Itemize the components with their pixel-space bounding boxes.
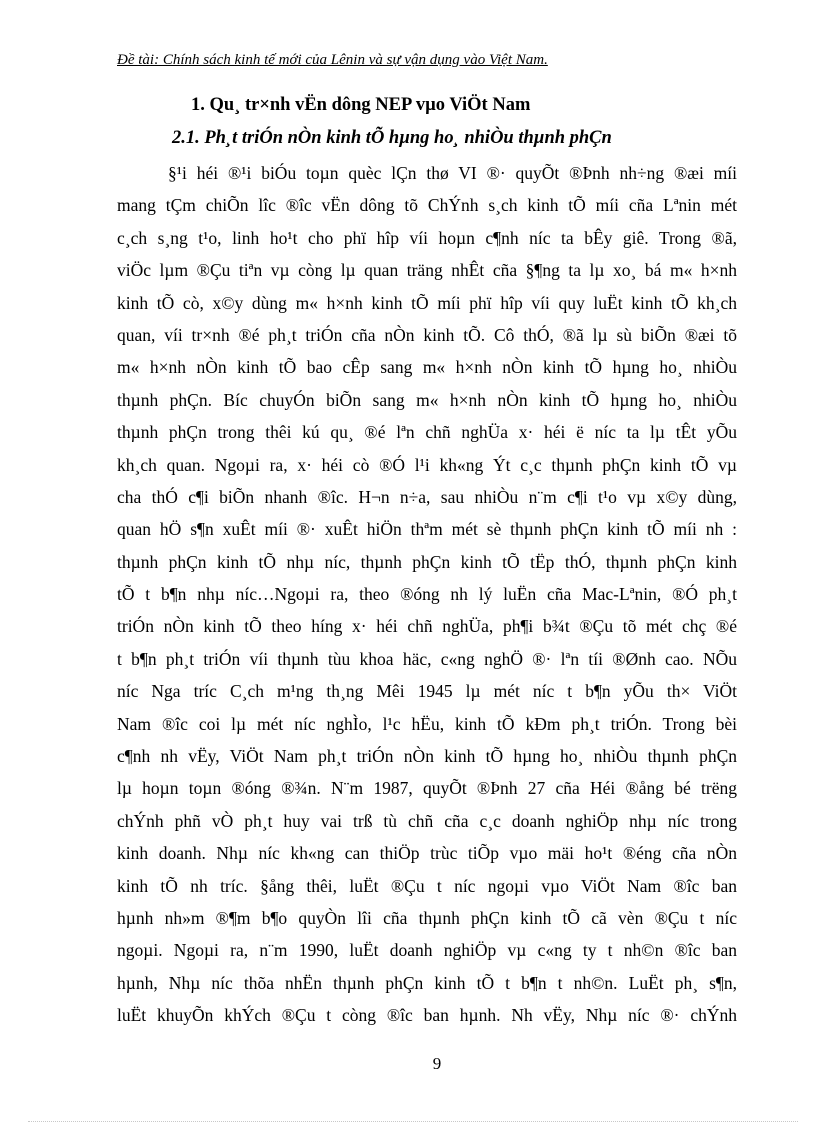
body-line: c¶nh nh vËy, ViÖt Nam ph¸t triÓn nÒn kinh tÕ hµng ho¸ nhiÒu thµnh phÇn <box>117 746 737 767</box>
body-line: thµnh phÇn trong thêi kú qu¸ ®é lªn chñ nghÜa x· héi ë níc ta lµ tÊt yÕu <box>117 422 737 443</box>
body-line: lµ hoµn toµn ®óng ®¾n. N¨m 1987, quyÕt ®Þnh 27 cña Héi ®ång bé trëng <box>117 778 737 799</box>
body-line: kinh tÕ nh tríc. §ång thêi, luËt ®Çu t níc ngoµi vµo ViÖt Nam ®îc ban <box>117 875 737 896</box>
page-bottom-divider <box>28 1121 798 1122</box>
body-line: hµnh, Nhµ níc thõa nhËn thµnh phÇn kinh tÕ t b¶n t nh©n. LuËt ph¸ s¶n, <box>117 972 737 993</box>
section-heading: 1. Qu¸ tr×nh vËn dông NEP vµo ViÖt Nam <box>191 95 531 115</box>
body-line: kinh tÕ cò, x©y dùng m« h×nh kinh tÕ míi phï hîp víi quy luËt kinh tÕ kh¸ch <box>117 292 737 313</box>
body-line: §¹i héi ®¹i biÓu toµn quèc lÇn thø VI ®· quyÕt ®Þnh nh÷ng ®æi míi <box>168 163 737 183</box>
body-line: quan hÖ s¶n xuÊt míi ®· xuÊt hiÖn thªm mét sè thµnh phÇn kinh tÕ míi nh : <box>117 519 737 540</box>
body-line: kinh doanh. Nhµ níc kh«ng can thiÖp trùc tiÕp vµo mäi ho¹t ®éng cña nÒn <box>117 843 737 864</box>
body-line: mang tÇm chiÕn lîc ®îc vËn dông tõ ChÝnh s¸ch kinh tÕ míi cña Lªnin mét <box>117 195 737 216</box>
body-line: thµnh phÇn. Bíc chuyÓn biÕn sang m« h×nh nÒn kinh tÕ hµng ho¸ nhiÒu <box>117 389 737 410</box>
body-line: kh¸ch quan. Ngoµi ra, x· héi cò ®Ó l¹i kh«ng Ýt c¸c thµnh phÇn kinh tÕ vµ <box>117 454 737 475</box>
subsection-heading: 2.1. Ph¸t triÓn nÒn kinh tÕ hµng ho¸ nhiÒu thµnh phÇn <box>172 128 612 148</box>
body-line: triÓn nÒn kinh tÕ theo híng x· héi chñ nghÜa, ph¶i b¾t ®Çu tõ mét chç ®é <box>117 616 737 637</box>
body-line: quan, víi tr×nh ®é ph¸t triÓn cña nÒn kinh tÕ. Cô thÓ, ®ã lµ sù biÕn ®æi tõ <box>117 324 737 345</box>
body-line: thµnh phÇn kinh tÕ nhµ níc, thµnh phÇn kinh tÕ tËp thÓ, thµnh phÇn kinh <box>117 551 737 572</box>
body-line: cha thÓ c¶i biÕn nhanh ®îc. H¬n n÷a, sau nhiÒu n¨m c¶i t¹o vµ x©y dùng, <box>117 486 737 507</box>
body-line: Nam ®îc coi lµ mét níc nghÌo, l¹c hËu, kinh tÕ kÐm ph¸t triÓn. Trong bèi <box>117 713 737 734</box>
body-paragraph <box>117 157 737 1032</box>
body-line: ngoµi. Ngoµi ra, n¨m 1990, luËt doanh nghiÖp vµ c«ng ty t nh©n ®îc ban <box>117 940 737 961</box>
body-line: m« h×nh nÒn kinh tÕ bao cÊp sang m« h×nh nÒn kinh tÕ hµng ho¸ nhiÒu <box>117 357 737 378</box>
body-line: hµnh nh»m ®¶m b¶o quyÒn lîi cña thµnh phÇn kinh tÕ cã vèn ®Çu t níc <box>117 907 737 928</box>
body-line: t b¶n ph¸t triÓn víi thµnh tùu khoa häc, c«ng nghÖ ®· lªn tíi ®Ønh cao. NÕu <box>117 648 737 669</box>
body-line: viÖc lµm ®Çu tiªn vµ còng lµ quan träng nhÊt cña §¶ng ta lµ xo¸ bá m« h×nh <box>117 260 737 281</box>
page-number: 9 <box>432 1054 442 1073</box>
body-line: chÝnh phñ vÒ ph¸t huy vai trß tù chñ cña c¸c doanh nghiÖp nhµ níc trong <box>117 810 737 831</box>
document-header-topic: Đề tài: Chính sách kinh tế mới của Lênin và sự vận dụng vào Việt Nam. <box>117 52 548 68</box>
body-line: c¸ch s¸ng t¹o, linh ho¹t cho phï hîp víi hoµn c¶nh níc ta bÊy giê. Trong ®ã, <box>117 227 737 248</box>
body-line: tÕ t b¶n nhµ níc…Ngoµi ra, theo ®óng nh lý luËn cña Mac-Lªnin, ®Ó ph¸t <box>117 584 737 605</box>
body-line: níc Nga tríc C¸ch m¹ng th¸ng Mêi 1945 lµ mét níc t b¶n yÕu th× ViÖt <box>117 681 737 702</box>
body-line: luËt khuyÕn khÝch ®Çu t còng ®îc ban hµnh. Nh vËy, Nhµ níc ®· chÝnh <box>117 1005 737 1026</box>
